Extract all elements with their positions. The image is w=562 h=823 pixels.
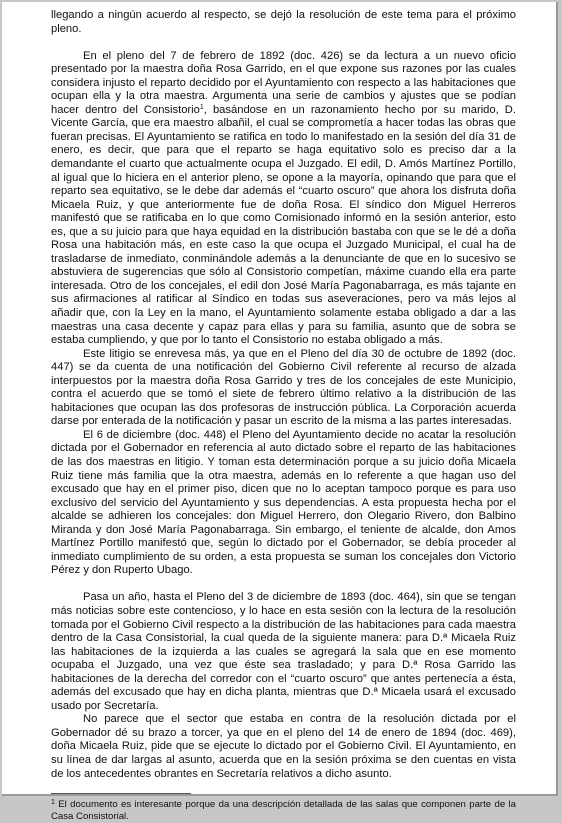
footnote-marker: 1: [51, 799, 55, 807]
paragraph-text: En el pleno del 7 de febrero de 1892 (doc. 426) se da lectura a un nuevo oficio presentado por la maestra doña Rosa Garrido, en el que expone sus razones por las cuales considera injusto el reparto decidido por el Ayuntamiento con respecto a las habitaciones que ocupan ella y la otra maestra. Argumenta una serie de cambios y ajustes que se podían hacer dentro del Consistorio: [51, 49, 516, 116]
footnote: [51, 799, 516, 823]
footnote-text: El documento es interesante porque da una descripción detallada de las salas que componen parte de la Casa Consistorial.: [51, 799, 516, 823]
body-text: [51, 9, 516, 781]
paragraph: Pasa un año, hasta el Pleno del 3 de diciembre de 1893 (doc. 464), sin que se tengan más noticias sobre este contencioso, y lo hace en esta sesión con la lectura de la resolución tomada por el Gobierno Civil respecto a la distribución de las habitaciones para cada maestra dentro de la Casa Consistorial, la cual queda de la siguiente manera: para D.ª Micaela Ruiz las habitaciones de la izquierda a las cuales se agregará la sala que en ese momento ocupaba el Juzgado, una vez que éste sea trasladado; y para D.ª Rosa Garrido las habitaciones de la derecha del corredor con el “cuarto oscuro” que antes pertenecía a ésta, además del excusado que hay en dicha planta, mientras que D.ª Micaela usará el excusado usado por Secretaría.: [51, 591, 516, 712]
footnote-separator: [51, 793, 191, 794]
paragraph: No parece que el sector que estaba en contra de la resolución dictada por el Gobernador dé su brazo a torcer, ya que en el pleno del 14 de enero de 1894 (doc. 469), doña Micaela Ruiz, pide que se ejecute lo dictado por el Gobierno Civil. El Ayuntamiento, en su línea de dar largas al asunto, acuerda que en la sesión próxima se den cuentas en vista de los antecedentes obrantes en Secretaría relativos a dicho asunto.: [51, 713, 516, 780]
footnote-reference: 1: [199, 103, 204, 111]
document-page: [2, 2, 558, 823]
paragraph: llegando a ningún acuerdo al respecto, se dejó la resolución de este tema para el próximo pleno.: [51, 9, 516, 35]
paragraph-text: , basándose en un razonamiento hecho por su marido, D. Vicente García, que era maestro albañil, el cual se comprometía a hacer todas las obras que fueran precisas. El Ayuntamiento se ratifica en todo lo manifestado en la sesión del día 31 de enero, es decir, que para que el reparto se haga equitativo solo es preciso dar a la demandante el cuarto que actualmente ocupa el Juzgado. El edil, D. Amós Martínez Portillo, al igual que lo hiciera en el anterior pleno, se opone a la mayoría, opinando que para que el reparto sea equitativo, se le debe dar además el “cuarto oscuro” que ahora los disfruta doña Micaela Ruiz, y que anteriormente fue de doña Rosa. El síndico don Miguel Herreros manifestó que se ratificaba en lo que como Comisionado informó en la sesión anterior, esto es, que a su juicio para que haya equidad en la distribución bastaba con que se le dé a doña Rosa una habitación más, en este caso la que ocupa el Juzgado Municipal, el cual ha de trasladarse de inmediato, conminándole además a la denunciante de que en lo sucesivo se abstuviera de sugerencias que sólo al Consistorio competían, máxime cuando ella era parte interesada. Otro de los concejales, el edil don José María Pagonabarraga, es más tajante en sus afirmaciones al ratificar al Síndico en todas sus aseveraciones, pero va más lejos al añadir que, con la Ley en la mano, el Ayuntamiento solamente estaba obligado a dar a las maestras una casa decente y capaz para ellas y para su familia, asunto que de sobra se estaba cumpliendo, y que por lo tanto el Consistorio no estaba obligado a más.: [51, 103, 516, 347]
paragraph: Este litigio se enrevesa más, ya que en el Pleno del día 30 de octubre de 1892 (doc. 447) se da cuenta de una notificación del Gobierno Civil referente al recurso de alzada interpuestos por la maestra doña Rosa Garrido y tres de los concejales de este Municipio, contra el acuerdo que se tomó el siete de febrero último relativo a la distribución de las habitaciones que ocupan las dos profesoras de instrucción pública. La Corporación acuerda darse por enterada de la notificación y pasar un escrito de la misma a las partes interesadas.: [51, 347, 516, 428]
paragraph: El 6 de diciembre (doc. 448) el Pleno del Ayuntamiento decide no acatar la resolución dictada por el Gobernador en referencia al auto dictado sobre el reparto de las habitaciones de las dos maestras en litigio. Y toman esta determinación porque a su juicio doña Micaela Ruiz tiene más familia que la otra maestra, además en lo referente a que hagan uso del excusado que hay en el primer piso, dicen que no lo aceptan tampoco porque es para uso exclusivo del servicio del Ayuntamiento y sus dependencias. A esta propuesta hecha por el alcalde se adhieren los concejales: don Miguel Herrero, don Olegario Rivero, don Balbino Miranda y don José María Pagonabarraga. Sin embargo, el teniente de alcalde, don Amos Martínez Portillo manifestó que, según lo dictado por el Gobernador, se debía proceder al inmediato cumplimiento de su orden, a esta propuesta se suman los concejales don Victorio Pérez y don Ruperto Ubago.: [51, 428, 516, 577]
paragraph: [51, 50, 516, 348]
